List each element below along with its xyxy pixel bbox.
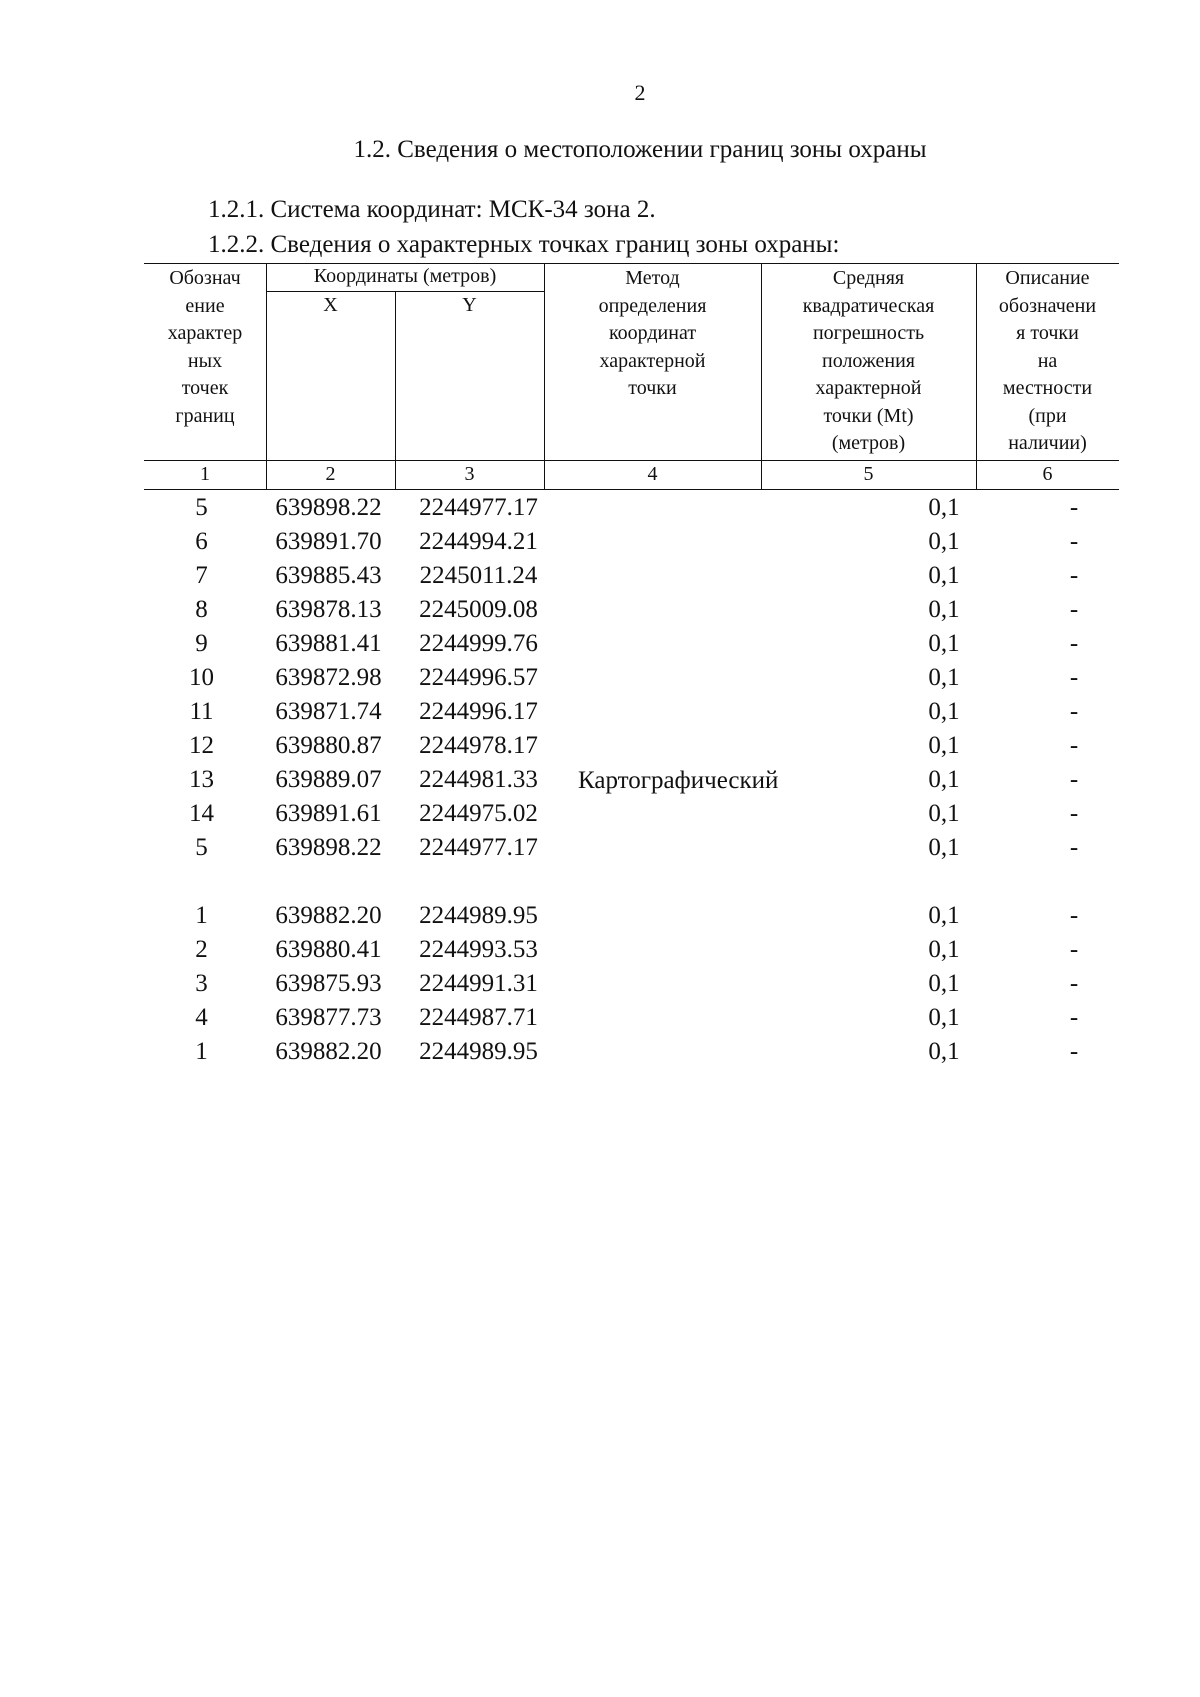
y-coordinate-cell: 2244975.02	[419, 800, 538, 827]
header-col-error: Средняя квадратическая погрешность положения характерной точки (Мt) (метров)	[802, 267, 935, 454]
x-coordinate-cell: 639882.20	[275, 902, 382, 929]
table-row	[144, 729, 1119, 763]
table-row	[144, 967, 1119, 1001]
point-number-cell: 1	[195, 902, 208, 929]
point-number-cell: 8	[195, 596, 208, 623]
description-cell: -	[1069, 766, 1079, 793]
x-coordinate-cell: 639889.07	[275, 766, 382, 793]
x-coordinate-cell: 639878.13	[275, 596, 382, 623]
y-coordinate-cell: 2244978.17	[419, 732, 538, 759]
x-coordinate-cell: 639891.70	[275, 528, 382, 555]
error-cell: 0,1	[928, 630, 960, 657]
y-coordinate-cell: 2244977.17	[419, 834, 538, 861]
section-title: 1.2. Сведения о местоположении границ зоны охраны	[353, 136, 927, 163]
y-coordinate-cell: 2245009.08	[419, 596, 538, 623]
x-coordinate-cell: 639871.74	[275, 698, 382, 725]
error-cell: 0,1	[928, 528, 960, 555]
point-number-cell: 10	[189, 664, 214, 691]
y-coordinate-cell: 2244987.71	[419, 1004, 538, 1031]
error-cell: 0,1	[928, 664, 960, 691]
point-number-cell: 3	[195, 970, 208, 997]
description-cell: -	[1069, 596, 1079, 623]
table-row	[144, 525, 1119, 559]
description-cell: -	[1069, 936, 1079, 963]
description-cell: -	[1069, 630, 1079, 657]
y-coordinate-cell: 2244996.57	[419, 664, 538, 691]
y-coordinate-cell: 2244996.17	[419, 698, 538, 725]
description-cell: -	[1069, 1004, 1079, 1031]
error-cell: 0,1	[928, 698, 960, 725]
y-coordinate-cell: 2244993.53	[419, 936, 538, 963]
subsection-points-heading: 1.2.2. Сведения о характерных точках границ зоны охраны:	[208, 231, 840, 258]
table-row	[144, 661, 1119, 695]
table-row	[144, 1035, 1119, 1069]
x-coordinate-cell: 639875.93	[275, 970, 382, 997]
x-coordinate-cell: 639880.87	[275, 732, 382, 759]
point-number-cell: 9	[195, 630, 208, 657]
description-cell: -	[1069, 1038, 1079, 1065]
point-number-cell: 5	[195, 834, 208, 861]
page-number: 2	[634, 80, 646, 105]
x-coordinate-cell: 639877.73	[275, 1004, 382, 1031]
point-number-cell: 12	[189, 732, 214, 759]
x-coordinate-cell: 639898.22	[275, 834, 382, 861]
point-number-cell: 11	[189, 698, 214, 725]
table-header	[144, 263, 1119, 490]
description-cell: -	[1069, 800, 1079, 827]
header-col-designation: Обознач ение характер ных точек границ	[167, 267, 243, 427]
point-number-cell: 7	[195, 562, 208, 589]
x-coordinate-cell: 639885.43	[275, 562, 382, 589]
table-row	[144, 933, 1119, 967]
description-cell: -	[1069, 834, 1079, 861]
column-number: 4	[647, 463, 658, 485]
subsection-coordinate-system: 1.2.1. Система координат: МСК-34 зона 2.	[208, 196, 656, 223]
x-coordinate-cell: 639872.98	[275, 664, 382, 691]
error-cell: 0,1	[928, 1004, 960, 1031]
description-cell: -	[1069, 528, 1079, 555]
point-number-cell: 4	[195, 1004, 208, 1031]
x-coordinate-cell: 639880.41	[275, 936, 382, 963]
header-coords-group: Координаты (метров)	[313, 265, 497, 287]
y-coordinate-cell: 2244989.95	[419, 902, 538, 929]
x-coordinate-cell: 639882.20	[275, 1038, 382, 1065]
error-cell: 0,1	[928, 766, 960, 793]
y-coordinate-cell: 2244981.33	[419, 766, 538, 793]
table-row	[144, 593, 1119, 627]
table-row	[144, 627, 1119, 661]
point-number-cell: 2	[195, 936, 208, 963]
error-cell: 0,1	[928, 902, 960, 929]
table-row	[144, 899, 1119, 933]
point-number-cell: 5	[195, 494, 208, 521]
y-coordinate-cell: 2244994.21	[419, 528, 538, 555]
column-number: 2	[325, 463, 336, 485]
table-row	[144, 1001, 1119, 1035]
point-number-cell: 13	[189, 766, 214, 793]
y-coordinate-cell: 2244977.17	[419, 494, 538, 521]
description-cell: -	[1069, 902, 1079, 929]
error-cell: 0,1	[928, 1038, 960, 1065]
point-number-cell: 1	[195, 1038, 208, 1065]
table-row	[144, 831, 1119, 865]
table-row	[144, 797, 1119, 831]
description-cell: -	[1069, 698, 1079, 725]
error-cell: 0,1	[928, 562, 960, 589]
point-number-cell: 6	[195, 528, 208, 555]
y-coordinate-cell: 2244991.31	[419, 970, 538, 997]
x-coordinate-cell: 639891.61	[275, 800, 382, 827]
column-number: 1	[200, 463, 210, 485]
error-cell: 0,1	[928, 970, 960, 997]
description-cell: -	[1069, 732, 1079, 759]
error-cell: 0,1	[928, 732, 960, 759]
y-coordinate-cell: 2244999.76	[419, 630, 538, 657]
header-col-method: Метод определения координат характерной точки	[598, 267, 707, 399]
description-cell: -	[1069, 562, 1079, 589]
table-row	[144, 695, 1119, 729]
description-cell: -	[1069, 664, 1079, 691]
column-number: 3	[464, 463, 475, 485]
header-col-y: Y	[462, 294, 477, 316]
error-cell: 0,1	[928, 596, 960, 623]
method-value: Картографический	[578, 767, 779, 794]
description-cell: -	[1069, 494, 1079, 521]
y-coordinate-cell: 2245011.24	[419, 562, 538, 589]
description-cell: -	[1069, 970, 1079, 997]
column-number: 6	[1042, 463, 1053, 485]
point-number-cell: 14	[189, 800, 214, 827]
header-vrule-2	[395, 291, 396, 489]
x-coordinate-cell: 639881.41	[275, 630, 382, 657]
table-row	[144, 491, 1119, 525]
header-col-x: X	[323, 294, 338, 316]
column-number: 5	[863, 463, 874, 485]
x-coordinate-cell: 639898.22	[275, 494, 382, 521]
table-row	[144, 559, 1119, 593]
error-cell: 0,1	[928, 936, 960, 963]
header-col-description: Описание обозначени я точки на местности (при наличии)	[998, 267, 1097, 454]
error-cell: 0,1	[928, 834, 960, 861]
y-coordinate-cell: 2244989.95	[419, 1038, 538, 1065]
error-cell: 0,1	[928, 800, 960, 827]
error-cell: 0,1	[928, 494, 960, 521]
